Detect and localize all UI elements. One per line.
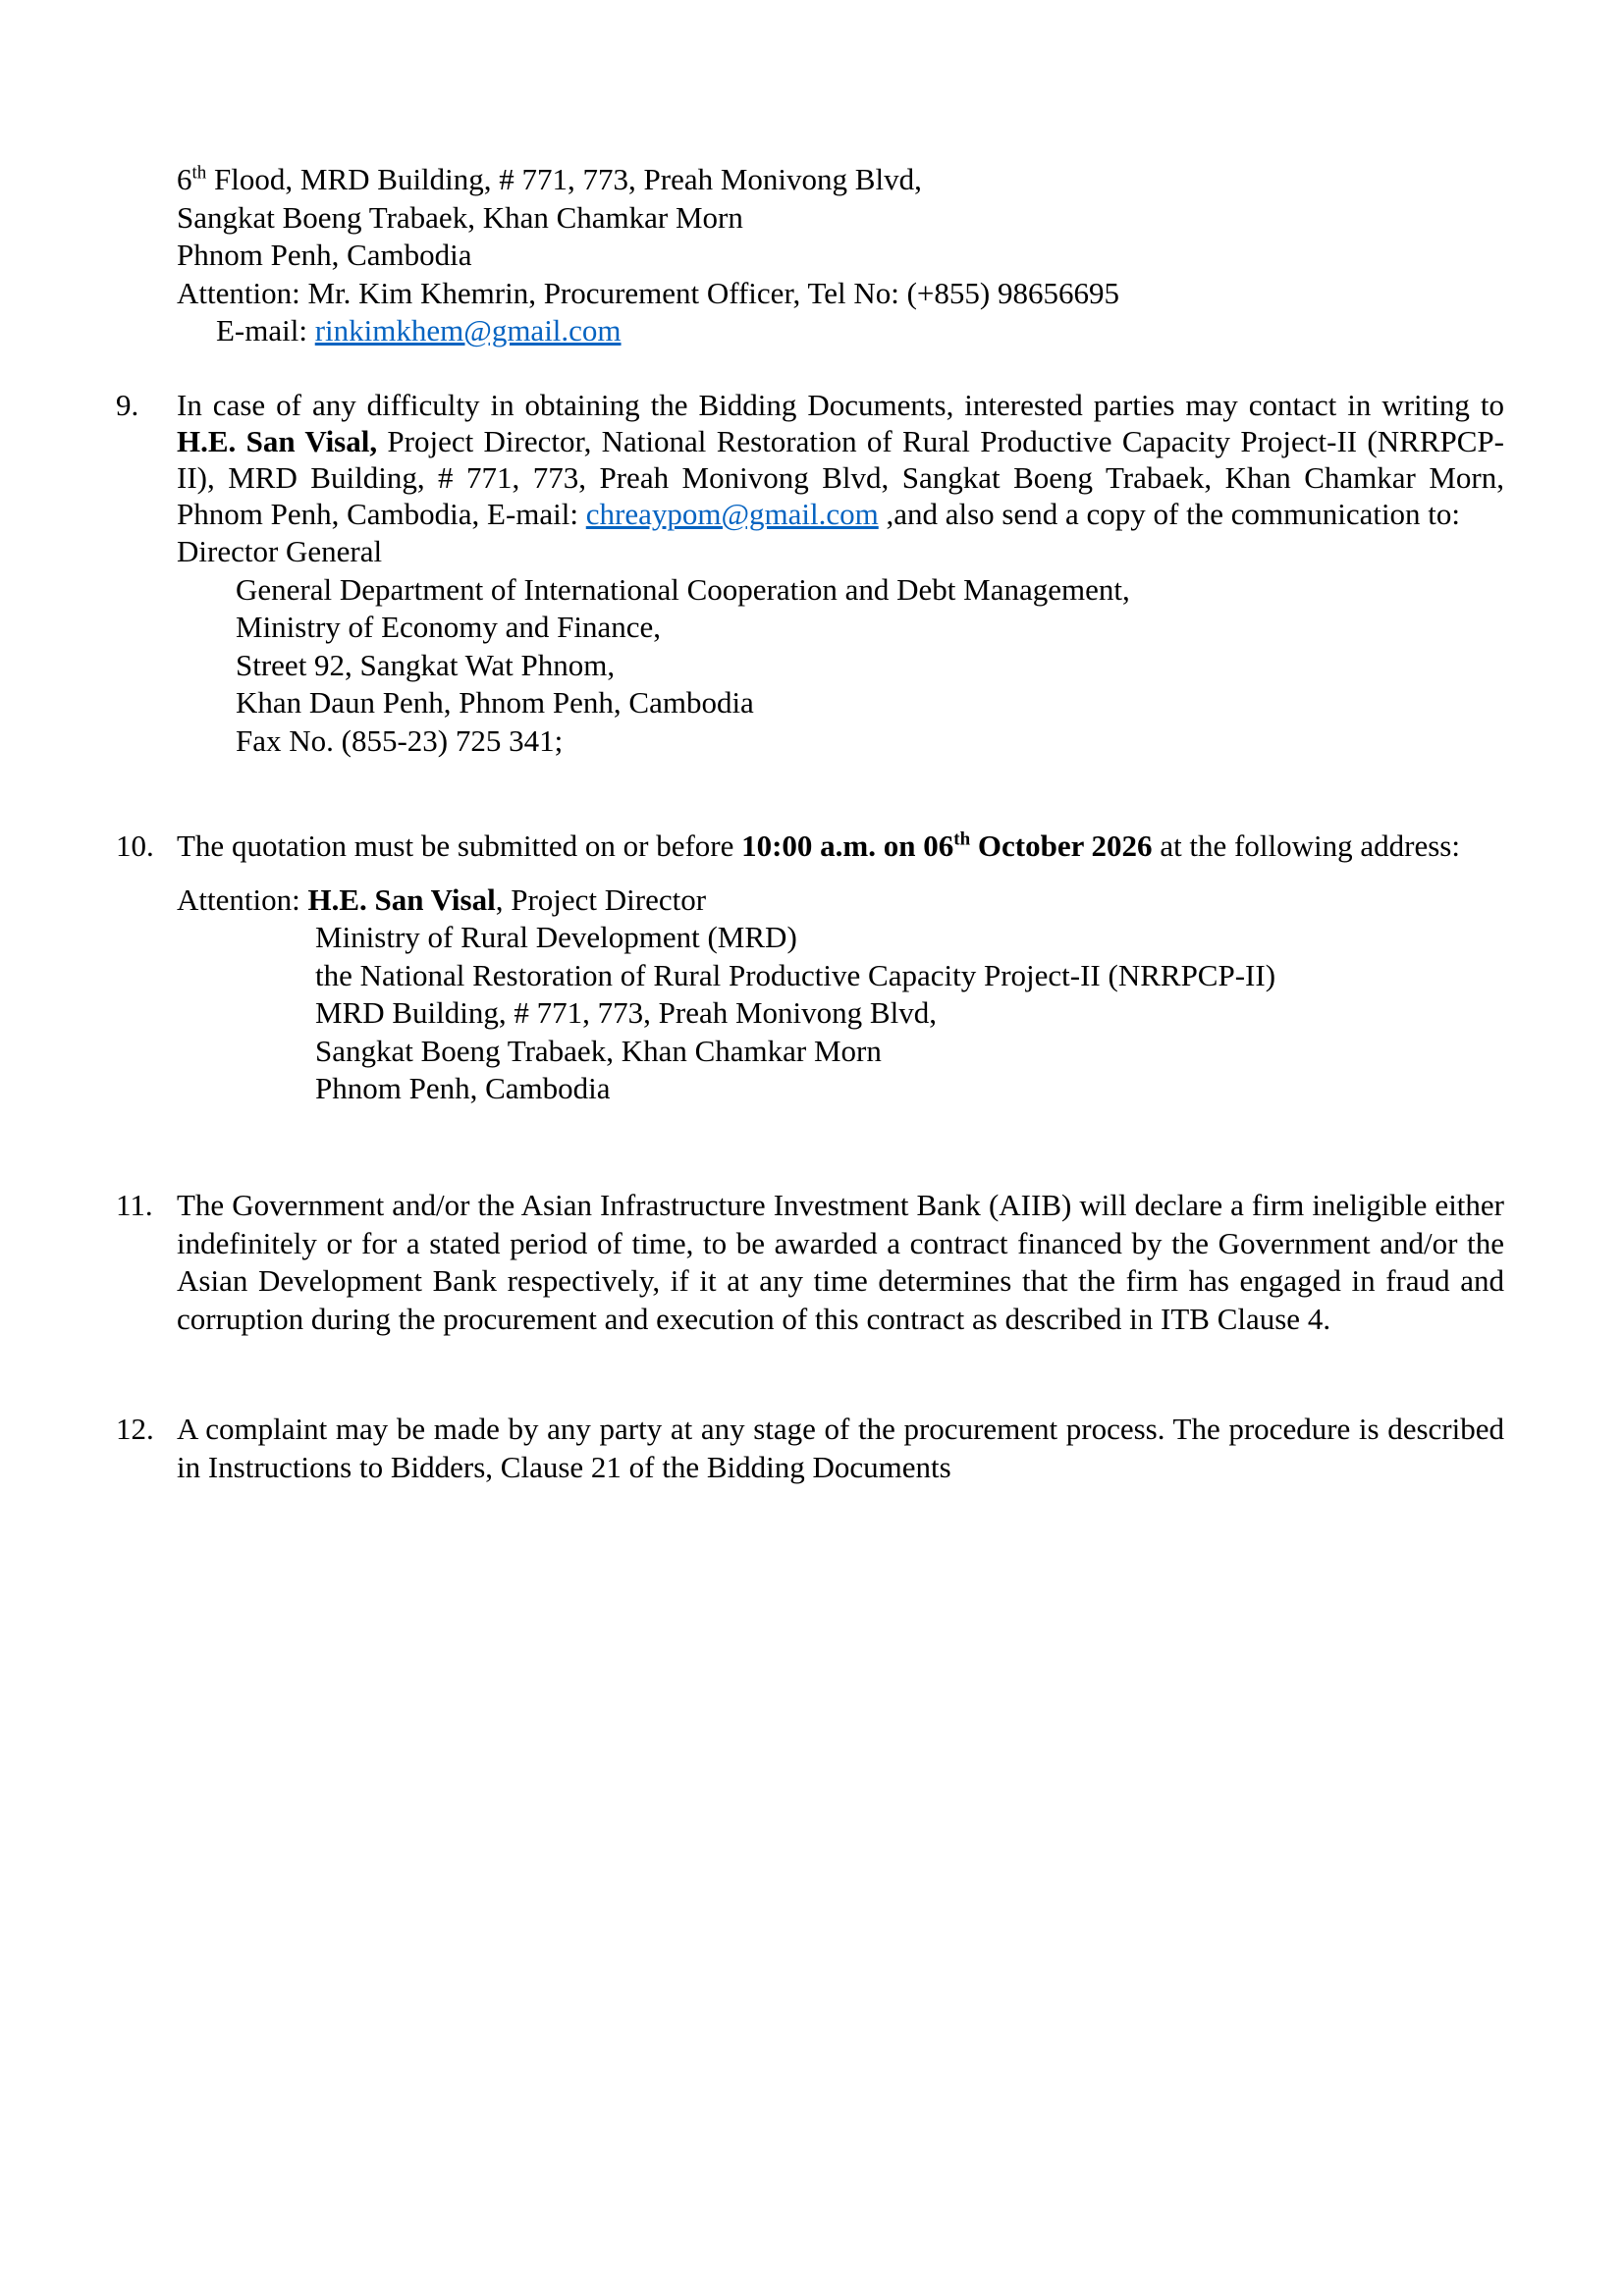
item-number: 11. xyxy=(116,1188,153,1222)
attention-role: , Project Director xyxy=(495,881,707,917)
recipient-line: Fax No. (855-23) 725 341; xyxy=(236,722,564,758)
submission-address-line: Ministry of Rural Development (MRD) xyxy=(315,920,797,954)
recipient-line: Khan Daun Penh, Phnom Penh, Cambodia xyxy=(236,685,754,720)
deadline-date: October 2026 xyxy=(970,828,1153,863)
item-11-paragraph: The Government and/or the Asian Infrastructure Investment Bank (AIIB) will declare a firm ineligible either indefinitely or for a stated period of time, to be awarded a contract financed by the Government and/or the Asian Development Bank respectively, if it at any time determines that the firm has engaged in fraud and corruption during the procurement and execution of this contract as described in ITB Clause 4. xyxy=(177,1188,1504,1336)
item-10 xyxy=(116,828,1504,1108)
submission-address-line: Phnom Penh, Cambodia xyxy=(315,1071,611,1105)
item-10-text-a: The quotation must be submitted on or before xyxy=(177,828,742,863)
address-line-1-sup: th xyxy=(191,162,207,184)
top-address-block xyxy=(177,161,1504,350)
deadline-sup: th xyxy=(953,828,971,850)
submission-address-line: the National Restoration of Rural Productive Capacity Project-II (NRRPCP-II) xyxy=(315,957,1276,992)
recipient-title: Director General xyxy=(177,534,383,568)
address-line-1-pre: 6 xyxy=(177,162,192,196)
recipient-line: Ministry of Economy and Finance, xyxy=(236,610,662,644)
item-9-paragraph xyxy=(177,387,1504,532)
submission-address xyxy=(177,919,1504,1108)
recipient-address xyxy=(177,571,1504,761)
procurement-email-link[interactable]: rinkimkhem@gmail.com xyxy=(314,313,622,347)
attention-name: H.E. San Visal xyxy=(307,881,496,917)
submission-address-line: Sangkat Boeng Trabaek, Khan Chamkar Morn xyxy=(315,1033,882,1068)
item-9 xyxy=(116,387,1504,760)
attention-label: Attention: xyxy=(177,881,308,917)
deadline-time: 10:00 a.m. on 06 xyxy=(741,828,954,863)
attention-line-10 xyxy=(177,881,1504,920)
attention-line: Attention: Mr. Kim Khemrin, Procurement Officer, Tel No: (+855) 98656695 xyxy=(177,275,1119,310)
item-12 xyxy=(116,1411,1504,1486)
item-9-text-c: ,and also send a copy of the communication to: xyxy=(878,497,1461,531)
address-line-1 xyxy=(177,161,1504,199)
submission-address-line: MRD Building, # 771, 773, Preah Monivong Blvd, xyxy=(315,995,937,1030)
address-line-1-post: Flood, MRD Building, # 771, 773, Preah Monivong Blvd, xyxy=(206,162,922,196)
item-9-bold-name: H.E. San Visal, xyxy=(177,424,378,458)
item-9-text-a: In case of any difficulty in obtaining the Bidding Documents, interested parties may contact in writing to xyxy=(177,388,1504,422)
email-label: E-mail: xyxy=(216,313,315,347)
address-line-2: Sangkat Boeng Trabaek, Khan Chamkar Morn xyxy=(177,199,743,235)
item-number: 12. xyxy=(116,1412,154,1446)
item-11 xyxy=(116,1187,1504,1338)
item-9-text-b: Project Director, National Restoration of Rural Productive Capacity Project-II (NRRPCP-II), MRD Building, # 771, 773, Preah Monivong Blvd, Sangkat Boeng Trabaek, Khan Chamkar Morn, Phnom Penh, Cambodia, E-mail: xyxy=(177,424,1504,531)
item-number: 9. xyxy=(116,388,139,422)
item-10-deadline xyxy=(741,828,1152,863)
project-director-email-link[interactable]: chreaypom@gmail.com xyxy=(585,497,879,531)
item-10-paragraph xyxy=(177,828,1504,866)
recipient-line: Street 92, Sangkat Wat Phnom, xyxy=(236,647,616,682)
item-10-text-b: at the following address: xyxy=(1152,828,1460,863)
recipient-line: General Department of International Cooperation and Debt Management, xyxy=(236,571,1130,607)
email-line xyxy=(177,312,1504,350)
address-line-3: Phnom Penh, Cambodia xyxy=(177,238,472,272)
item-12-paragraph: A complaint may be made by any party at any stage of the procurement process. The procedure is described in Instructions to Bidders, Clause 21 of the Bidding Documents xyxy=(177,1412,1504,1484)
item-number: 10. xyxy=(116,828,154,863)
